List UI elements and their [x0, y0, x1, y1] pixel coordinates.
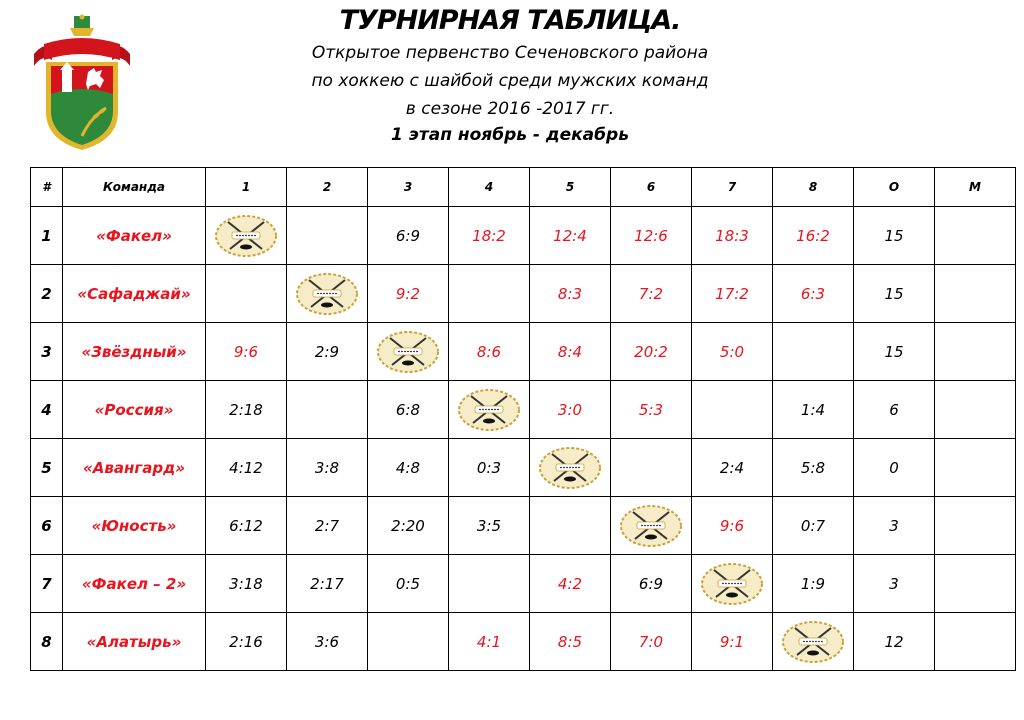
team-name: «Факел – 2» — [63, 555, 206, 613]
score-cell: 4:2 — [530, 555, 611, 613]
header-team: Команда — [63, 168, 206, 207]
team-name: «Авангард» — [63, 439, 206, 497]
score-cell: 4:1 — [449, 613, 530, 671]
standings-table — [30, 167, 1016, 671]
hockey-emblem-icon — [214, 213, 278, 259]
diagonal-emblem-cell — [206, 207, 287, 265]
score-cell — [368, 613, 449, 671]
hockey-emblem-icon — [619, 503, 683, 549]
score-cell: 2:20 — [368, 497, 449, 555]
points-cell: 15 — [854, 323, 935, 381]
table-header-row — [31, 168, 1016, 207]
score-cell: 2:7 — [287, 497, 368, 555]
hockey-emblem-icon — [538, 445, 602, 491]
score-cell — [287, 207, 368, 265]
score-cell: 16:2 — [773, 207, 854, 265]
team-name: «Юность» — [63, 497, 206, 555]
score-cell: 9:6 — [206, 323, 287, 381]
score-cell — [611, 439, 692, 497]
row-number: 2 — [31, 265, 63, 323]
score-cell: 12:6 — [611, 207, 692, 265]
score-cell: 3:0 — [530, 381, 611, 439]
score-cell: 4:12 — [206, 439, 287, 497]
score-cell — [773, 323, 854, 381]
row-number: 4 — [31, 381, 63, 439]
score-cell: 3:5 — [449, 497, 530, 555]
points-cell: 15 — [854, 207, 935, 265]
hockey-emblem-icon — [781, 619, 845, 665]
row-number: 8 — [31, 613, 63, 671]
hockey-emblem-icon — [376, 329, 440, 375]
table-row — [31, 381, 1016, 439]
score-cell: 2:17 — [287, 555, 368, 613]
coat-of-arms-icon — [30, 14, 134, 154]
header-number: # — [31, 168, 63, 207]
table-row — [31, 323, 1016, 381]
place-cell — [935, 613, 1016, 671]
table-row — [31, 555, 1016, 613]
score-cell: 1:4 — [773, 381, 854, 439]
points-cell: 0 — [854, 439, 935, 497]
points-cell: 15 — [854, 265, 935, 323]
score-cell: 4:8 — [368, 439, 449, 497]
score-cell: 3:6 — [287, 613, 368, 671]
score-cell: 2:18 — [206, 381, 287, 439]
score-cell — [287, 381, 368, 439]
diagonal-emblem-cell — [449, 381, 530, 439]
team-name: «Звёздный» — [63, 323, 206, 381]
diagonal-emblem-cell — [530, 439, 611, 497]
score-cell: 3:18 — [206, 555, 287, 613]
hockey-emblem-icon — [457, 387, 521, 433]
score-cell: 2:4 — [692, 439, 773, 497]
row-number: 3 — [31, 323, 63, 381]
header-opponent-5: 5 — [530, 168, 611, 207]
score-cell: 0:7 — [773, 497, 854, 555]
district-coat-of-arms — [30, 14, 134, 154]
header-opponent-3: 3 — [368, 168, 449, 207]
place-cell — [935, 323, 1016, 381]
score-cell — [449, 555, 530, 613]
place-cell — [935, 439, 1016, 497]
header-opponent-2: 2 — [287, 168, 368, 207]
diagonal-emblem-cell — [773, 613, 854, 671]
table-row — [31, 497, 1016, 555]
place-cell — [935, 497, 1016, 555]
score-cell: 8:5 — [530, 613, 611, 671]
team-name: «Алатырь» — [63, 613, 206, 671]
score-cell: 6:3 — [773, 265, 854, 323]
hockey-emblem-icon — [700, 561, 764, 607]
score-cell: 6:8 — [368, 381, 449, 439]
score-cell: 9:2 — [368, 265, 449, 323]
table-row — [31, 613, 1016, 671]
score-cell: 20:2 — [611, 323, 692, 381]
score-cell — [692, 381, 773, 439]
table-row — [31, 439, 1016, 497]
place-cell — [935, 381, 1016, 439]
row-number: 7 — [31, 555, 63, 613]
score-cell: 8:4 — [530, 323, 611, 381]
score-cell: 5:0 — [692, 323, 773, 381]
score-cell: 2:9 — [287, 323, 368, 381]
table-row — [31, 207, 1016, 265]
header-place: М — [935, 168, 1016, 207]
diagonal-emblem-cell — [287, 265, 368, 323]
place-cell — [935, 555, 1016, 613]
score-cell: 7:2 — [611, 265, 692, 323]
score-cell: 6:9 — [611, 555, 692, 613]
score-cell: 6:9 — [368, 207, 449, 265]
score-cell: 3:8 — [287, 439, 368, 497]
score-cell — [449, 265, 530, 323]
score-cell: 12:4 — [530, 207, 611, 265]
row-number: 6 — [31, 497, 63, 555]
score-cell: 6:12 — [206, 497, 287, 555]
score-cell: 2:16 — [206, 613, 287, 671]
header-points: О — [854, 168, 935, 207]
subtitle-line-1: Открытое первенство Сеченовского района — [311, 43, 709, 63]
score-cell: 9:6 — [692, 497, 773, 555]
header-opponent-7: 7 — [692, 168, 773, 207]
score-cell: 18:3 — [692, 207, 773, 265]
page-title: ТУРНИРНАЯ ТАБЛИЦА. — [339, 5, 681, 36]
subtitle-line-3: в сезоне 2016 -2017 гг. — [405, 99, 615, 119]
stage-label: 1 этап ноябрь - декабрь — [391, 125, 629, 145]
score-cell: 1:9 — [773, 555, 854, 613]
diagonal-emblem-cell — [368, 323, 449, 381]
diagonal-emblem-cell — [611, 497, 692, 555]
team-name: «Россия» — [63, 381, 206, 439]
points-cell: 12 — [854, 613, 935, 671]
header-opponent-1: 1 — [206, 168, 287, 207]
row-number: 5 — [31, 439, 63, 497]
row-number: 1 — [31, 207, 63, 265]
score-cell: 8:3 — [530, 265, 611, 323]
diagonal-emblem-cell — [692, 555, 773, 613]
points-cell: 3 — [854, 555, 935, 613]
score-cell: 5:3 — [611, 381, 692, 439]
header-opponent-6: 6 — [611, 168, 692, 207]
place-cell — [935, 265, 1016, 323]
score-cell: 9:1 — [692, 613, 773, 671]
subtitle-line-2: по хоккею с шайбой среди мужских команд — [311, 71, 709, 91]
team-name: «Сафаджай» — [63, 265, 206, 323]
header-opponent-4: 4 — [449, 168, 530, 207]
score-cell — [206, 265, 287, 323]
hockey-emblem-icon — [295, 271, 359, 317]
score-cell: 17:2 — [692, 265, 773, 323]
score-cell — [530, 497, 611, 555]
score-cell: 18:2 — [449, 207, 530, 265]
points-cell: 3 — [854, 497, 935, 555]
points-cell: 6 — [854, 381, 935, 439]
table-row — [31, 265, 1016, 323]
score-cell: 5:8 — [773, 439, 854, 497]
place-cell — [935, 207, 1016, 265]
score-cell: 0:5 — [368, 555, 449, 613]
header-opponent-8: 8 — [773, 168, 854, 207]
team-name: «Факел» — [63, 207, 206, 265]
score-cell: 0:3 — [449, 439, 530, 497]
score-cell: 7:0 — [611, 613, 692, 671]
score-cell: 8:6 — [449, 323, 530, 381]
